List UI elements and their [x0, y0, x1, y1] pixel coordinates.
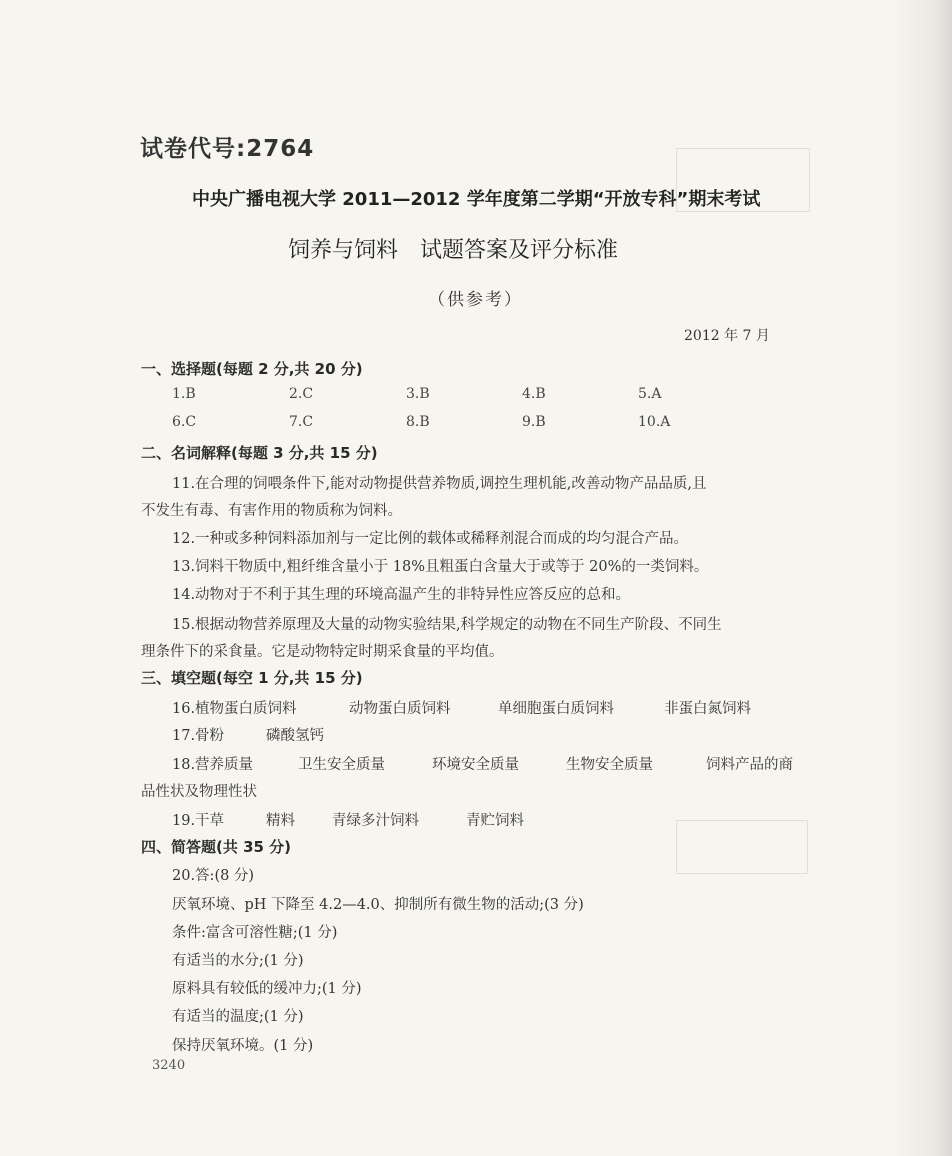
fill-item: 卫生安全质量 [298, 757, 385, 773]
paper-code: 试卷代号:2764 [140, 136, 315, 162]
short-answer-line: 厌氧环境、pH 下降至 4.2—4.0、抑制所有微生物的活动;(3 分) [172, 897, 584, 913]
answer-item: 5.A [638, 386, 662, 402]
answer-item: 8.B [406, 414, 430, 430]
fill-item: 环境安全质量 [432, 757, 519, 773]
answer-row-1 [0, 386, 952, 406]
reference-note: （供参考） [428, 290, 523, 310]
answer-item: 7.C [289, 414, 314, 430]
short-answer-line: 有适当的温度;(1 分) [172, 1009, 304, 1025]
fill-answer-19 [0, 809, 952, 829]
short-answer-line: 有适当的水分;(1 分) [172, 953, 304, 969]
term-answer-13: 13.饲料干物质中,粗纤维含量小于 18%且粗蛋白含量大于或等于 20%的一类饲料。 [172, 559, 709, 575]
fill-item: 17.骨粉 [172, 728, 225, 744]
exam-date: 2012 年 7 月 [684, 328, 770, 344]
answer-row-2 [0, 414, 952, 434]
fill-answer-16 [0, 697, 952, 717]
fill-item: 单细胞蛋白质饲料 [498, 701, 614, 717]
short-answer-line: 条件:富含可溶性糖;(1 分) [172, 925, 338, 941]
answer-item: 6.C [172, 414, 197, 430]
fill-item: 饲料产品的商 [706, 757, 793, 773]
answer-item: 10.A [638, 414, 671, 430]
fill-item: 动物蛋白质饲料 [349, 701, 451, 717]
subject-name: 饲养与饲料 [288, 238, 399, 263]
fill-item: 精料 [266, 813, 295, 829]
exam-school-line: 中央广播电视大学 2011—2012 学年度第二学期“开放专科”期末考试 [192, 189, 761, 210]
term-answer-11: 11.在合理的饲喂条件下,能对动物提供营养物质,调控生理机能,改善动物产品品质,且 [172, 476, 707, 492]
section-heading-short: 四、简答题(共 35 分) [141, 838, 292, 856]
fill-item: 磷酸氢钙 [266, 728, 324, 744]
fill-answer-18-cont: 品性状及物理性状 [141, 784, 257, 800]
fill-answer-18 [0, 753, 952, 773]
fill-answer-17 [0, 724, 952, 744]
fill-item: 生物安全质量 [566, 757, 653, 773]
term-answer-15: 15.根据动物营养原理及大量的动物实验结果,科学规定的动物在不同生产阶段、不同生 [172, 617, 722, 633]
short-answer-line: 保持厌氧环境。(1 分) [172, 1038, 314, 1054]
term-answer-11-cont: 不发生有毒、有害作用的物质称为饲料。 [141, 503, 402, 519]
document-title [288, 233, 618, 264]
fill-item: 16.植物蛋白质饲料 [172, 701, 297, 717]
fill-item: 18.营养质量 [172, 757, 254, 773]
fill-item: 青绿多汁饲料 [332, 813, 419, 829]
fill-item: 青贮饲料 [466, 813, 524, 829]
page-number: 3240 [152, 1058, 186, 1073]
short-answer-line: 原料具有较低的缓冲力;(1 分) [172, 981, 362, 997]
document-type: 试题答案及评分标准 [420, 238, 619, 263]
answer-item: 4.B [522, 386, 546, 402]
section-heading-terms: 二、名词解释(每题 3 分,共 15 分) [141, 444, 378, 462]
page-edge-shadow [892, 0, 952, 1156]
short-answer-20-label: 20.答:(8 分) [172, 868, 255, 884]
term-answer-14: 14.动物对于不利于其生理的环境高温产生的非特异性应答反应的总和。 [172, 587, 631, 603]
answer-item: 1.B [172, 386, 196, 402]
term-answer-15-cont: 理条件下的采食量。它是动物特定时期采食量的平均值。 [141, 644, 504, 660]
section-heading-fill: 三、填空题(每空 1 分,共 15 分) [141, 669, 363, 687]
answer-item: 9.B [522, 414, 546, 430]
answer-item: 3.B [406, 386, 430, 402]
section-heading-choice: 一、选择题(每题 2 分,共 20 分) [141, 360, 363, 378]
answer-item: 2.C [289, 386, 314, 402]
fill-item: 非蛋白氮饲料 [664, 701, 751, 717]
fill-item: 19.干草 [172, 813, 225, 829]
term-answer-12: 12.一种或多种饲料添加剂与一定比例的载体或稀释剂混合而成的均匀混合产品。 [172, 531, 689, 547]
